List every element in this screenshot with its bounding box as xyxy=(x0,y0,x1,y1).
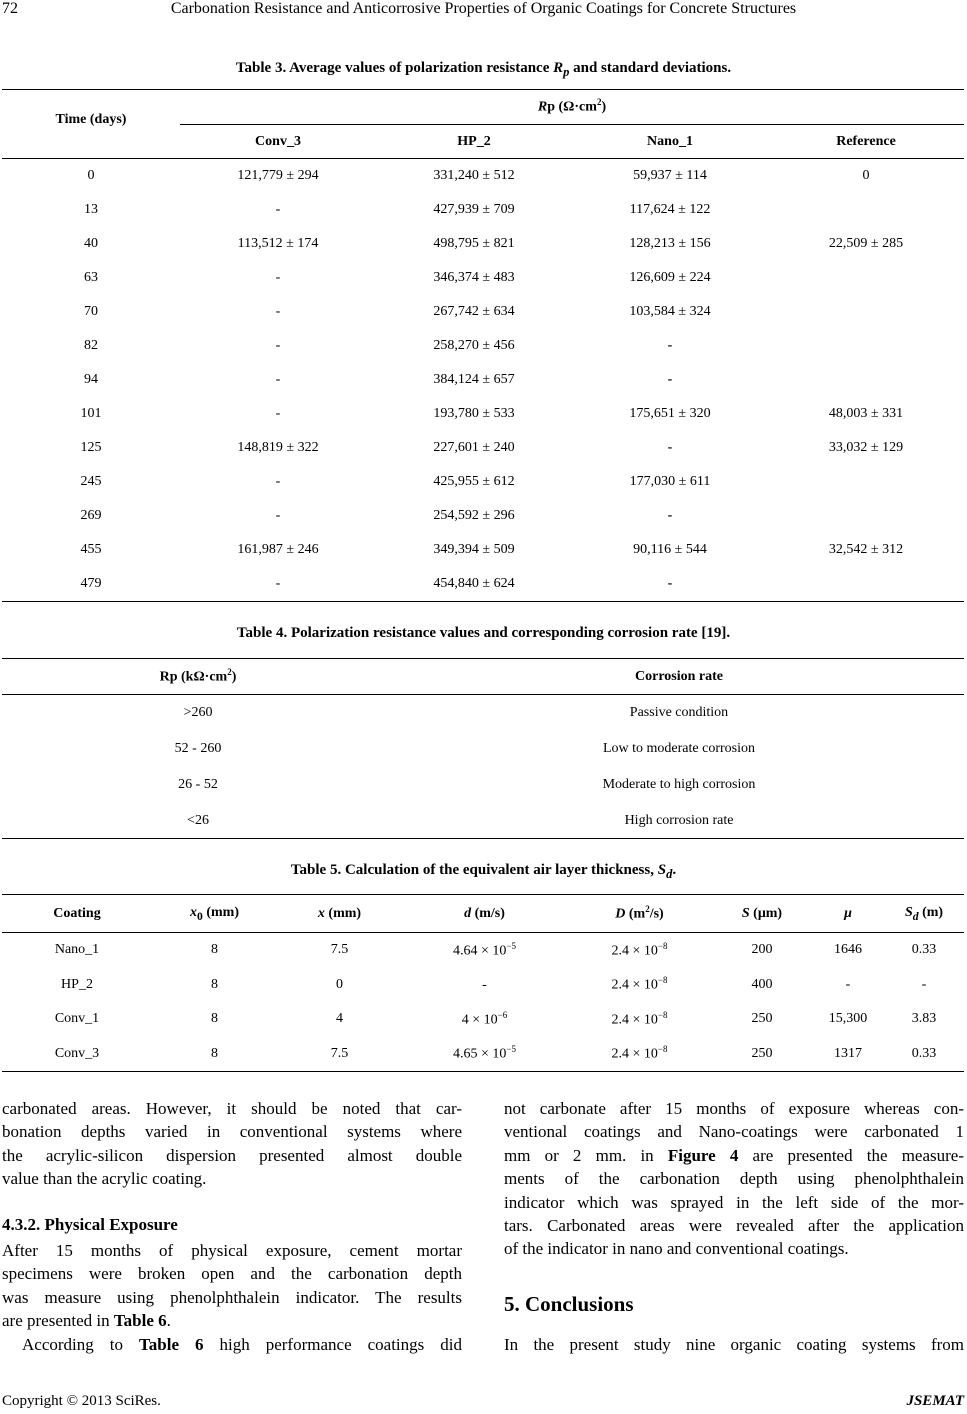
table-cell: 7.5 xyxy=(330,942,349,958)
table-row xyxy=(2,803,964,839)
table-cell: 33,032 ± 129 xyxy=(828,440,904,455)
table4-caption: Table 4. Polarization resistance values and corresponding corrosion rate [19]. xyxy=(236,625,731,641)
col-conv3: Conv_3 xyxy=(255,133,301,149)
table3-column-headers xyxy=(2,125,964,158)
table-cell: 26 - 52 xyxy=(178,777,218,792)
table-cell: - xyxy=(275,338,281,353)
table-row xyxy=(2,397,964,431)
table5-bottom-rule xyxy=(2,1071,964,1072)
table5-body xyxy=(2,933,964,1071)
table-cell: - xyxy=(275,372,281,387)
table-cell: 427,939 ± 709 xyxy=(433,202,515,217)
section-heading-4-3-2: 4.3.2. Physical Exposure xyxy=(2,1215,178,1234)
table3-top-rule xyxy=(2,89,964,90)
table-row xyxy=(2,431,964,465)
table-cell: Moderate to high corrosion xyxy=(602,777,756,792)
table-cell: 161,987 ± 246 xyxy=(237,542,319,557)
right-paragraph-2: In the present study nine organic coating systems from xyxy=(504,1335,964,1354)
table-cell: 32,542 ± 312 xyxy=(828,542,904,557)
table-row xyxy=(2,1002,964,1037)
table-cell: HP_2 xyxy=(61,976,93,992)
table-cell: 22,509 ± 285 xyxy=(828,236,904,251)
col-reference: Reference xyxy=(836,133,896,149)
table-cell: 8 xyxy=(211,1045,218,1061)
footer-copyright: Copyright © 2013 SciRes. xyxy=(2,1393,161,1409)
table-cell: - xyxy=(667,440,673,455)
table-cell: 0.33 xyxy=(911,1045,937,1061)
table-cell xyxy=(768,567,964,601)
t5-D-header: D $(m^2/s)$ xyxy=(615,904,664,922)
table-cell: 70 xyxy=(84,304,98,319)
table4-body xyxy=(2,695,964,839)
table-cell: Nano_1 xyxy=(54,942,100,958)
table-cell: - xyxy=(482,978,487,994)
table-cell: - xyxy=(275,270,281,285)
table-cell: 498,795 ± 821 xyxy=(433,236,515,251)
table-cell: - xyxy=(275,406,281,421)
table-cell: 59,937 ± 114 xyxy=(633,168,707,183)
table-cell xyxy=(768,193,964,227)
table-cell: 269 xyxy=(80,508,102,523)
table-cell: 148,819 ± 322 xyxy=(237,440,319,455)
table-cell: 113,512 ± 174 xyxy=(237,236,319,251)
table4-rp-header: Rp $(k\Omega\cdot cm^2)$ xyxy=(159,667,237,685)
t5-coating-header: Coating xyxy=(53,905,101,921)
table-cell xyxy=(768,363,964,397)
t5-mu-header: μ xyxy=(844,905,852,921)
table-cell: 117,624 ± 122 xyxy=(629,202,711,217)
table-cell: - xyxy=(667,508,673,523)
col-hp2: HP_2 xyxy=(457,133,491,149)
table-cell: 346,374 ± 483 xyxy=(433,270,515,285)
running-header xyxy=(0,0,967,26)
table-cell: 349,394 ± 509 xyxy=(433,542,515,557)
table-cell: 8 xyxy=(211,976,218,992)
t5-sd-header: $S_d$ (m) xyxy=(904,904,944,923)
t5-x0-header: $x_0$ (mm) xyxy=(190,904,239,923)
running-title: Carbonation Resistance and Anticorrosive Properties of Organic Coatings for Concrete Structures xyxy=(170,0,797,17)
table-cell: 479 xyxy=(80,576,102,591)
table-cell xyxy=(768,261,964,295)
table-cell: <26 xyxy=(187,813,209,828)
table-cell: 250 xyxy=(751,1045,773,1061)
table-cell: 250 xyxy=(751,1011,773,1027)
table-cell: 425,955 ± 612 xyxy=(433,474,515,489)
col-nano1: Nano_1 xyxy=(647,133,693,149)
table-cell: 200 xyxy=(751,942,773,958)
left-paragraph-1: carbonated areas. However, it should be noted that car- bonation depths varied in conventional systems where the acrylic-silicon dispersion presented almost double value than the acrylic coating. xyxy=(2,1099,462,1189)
table-cell: - xyxy=(667,576,673,591)
table-row xyxy=(2,295,964,329)
table-row xyxy=(2,933,964,968)
table-cell: 48,003 ± 331 xyxy=(828,406,904,421)
table-row xyxy=(2,767,964,803)
table-cell: 15,300 xyxy=(828,1011,868,1027)
table-cell: >260 xyxy=(183,705,213,720)
table-cell: 1646 xyxy=(834,942,862,958)
table-cell: 384,124 ± 657 xyxy=(433,372,515,387)
table-row xyxy=(2,159,964,193)
table-cell xyxy=(768,499,964,533)
table-cell: 245 xyxy=(80,474,102,489)
table-cell: 1317 xyxy=(834,1045,862,1061)
table-cell: 0 xyxy=(336,976,343,992)
table4-bottom-rule xyxy=(2,838,964,839)
table-row xyxy=(2,567,964,601)
table-cell: 126,609 ± 224 xyxy=(629,270,711,285)
table-cell xyxy=(768,465,964,499)
table-cell: 8 xyxy=(211,942,218,958)
table-cell: 101 xyxy=(80,406,102,421)
table-cell: $4.64 \times 10^{-5}$ xyxy=(453,940,516,959)
table-row xyxy=(2,261,964,295)
table-cell: - xyxy=(275,202,281,217)
table-cell: 0.33 xyxy=(911,942,937,958)
table-cell: 52 - 260 xyxy=(174,741,222,756)
table-cell: 454,840 ± 624 xyxy=(433,576,515,591)
table3-body xyxy=(2,159,964,601)
table-cell: Conv_1 xyxy=(54,1011,100,1027)
table5-header xyxy=(2,895,964,932)
table-row xyxy=(2,465,964,499)
page-number: 72 xyxy=(2,0,18,17)
table5-caption: Table 5. Calculation of the equivalent air layer thickness, $S_d$. xyxy=(290,862,677,881)
table-cell: 0 xyxy=(87,168,95,183)
left-paragraph-2: After 15 months of physical exposure, cement mortar specimens were broken open and the carbonation depth was measure using phenolphthalein indicator. The results are presented in Table 6. xyxy=(2,1241,462,1331)
table-cell: 7.5 xyxy=(330,1045,349,1061)
table-cell: 103,584 ± 324 xyxy=(629,304,711,319)
table-row xyxy=(2,731,964,767)
table-cell: $2.4 \times 10^{-8}$ xyxy=(611,1009,668,1028)
table-cell: 0 xyxy=(862,168,870,183)
t5-d-header: d (m/s) xyxy=(464,905,505,921)
table3-rp-header: Rp $(\Omega\cdot cm^2)$ xyxy=(537,97,607,115)
table-cell: 258,270 ± 456 xyxy=(433,338,515,353)
footer-journal: JSEMAT xyxy=(906,1393,964,1409)
table-cell: 94 xyxy=(84,372,98,387)
table-cell: 267,742 ± 634 xyxy=(433,304,515,319)
table-cell: 254,592 ± 296 xyxy=(433,508,515,523)
table-cell: 3.83 xyxy=(911,1011,937,1027)
table-cell: - xyxy=(921,976,927,992)
table-row xyxy=(2,193,964,227)
table-cell: 125 xyxy=(80,440,102,455)
table-cell xyxy=(768,295,964,329)
table-cell: 40 xyxy=(84,236,98,251)
table-cell: $4.65 \times 10^{-5}$ xyxy=(453,1044,516,1063)
table-cell: $2.4 \times 10^{-8}$ xyxy=(611,975,668,994)
left-paragraph-3: According to Table 6 high performance coatings did xyxy=(22,1335,462,1354)
table3-time-header: Time (days) xyxy=(55,112,127,127)
table-cell xyxy=(768,329,964,363)
table-cell: $4 \times 10^{-6}$ xyxy=(461,1009,508,1028)
table-cell: 193,780 ± 533 xyxy=(433,406,515,421)
table4-header xyxy=(2,659,964,694)
table-cell: 90,116 ± 544 xyxy=(633,542,707,557)
table-row xyxy=(2,1037,964,1072)
table3-bottom-rule xyxy=(2,601,964,602)
table-row xyxy=(2,363,964,397)
table-cell: 13 xyxy=(84,202,98,217)
table-cell: 128,213 ± 156 xyxy=(629,236,711,251)
table-cell: 400 xyxy=(751,976,773,992)
table-row xyxy=(2,533,964,567)
table-cell: 8 xyxy=(211,1011,218,1027)
table-cell: 175,651 ± 320 xyxy=(629,406,711,421)
t5-x-header: x (mm) xyxy=(317,905,362,921)
table-cell: - xyxy=(275,474,281,489)
table-cell: 227,601 ± 240 xyxy=(433,440,515,455)
table-cell: - xyxy=(275,576,281,591)
table-cell: 455 xyxy=(80,542,102,557)
table-cell: 121,779 ± 294 xyxy=(237,168,319,183)
table-cell: - xyxy=(667,372,673,387)
table-cell: Low to moderate corrosion xyxy=(602,741,755,756)
table-cell: High corrosion rate xyxy=(624,813,734,828)
table-cell: 63 xyxy=(84,270,98,285)
table-cell: - xyxy=(275,508,281,523)
table-cell: $2.4 \times 10^{-8}$ xyxy=(611,940,668,959)
table-cell: - xyxy=(275,304,281,319)
table-row xyxy=(2,329,964,363)
table-row xyxy=(2,227,964,261)
table-cell: Passive condition xyxy=(629,705,729,720)
right-paragraph-1: not carbonate after 15 months of exposure whereas con- ventional coatings and Nano-coatings were carbonated 1 mm or 2 mm. in Figure 4 are presented the measure- ments of the carbonation depth using phenolphthalein indicator which was sprayed in the left side of the mor- tars. Carbonated areas were revealed after the application of the indicator in nano and conventional coatings. xyxy=(504,1099,964,1259)
table-cell: Conv_3 xyxy=(54,1045,100,1061)
table-cell: 4 xyxy=(336,1011,343,1027)
table4-rate-header: Corrosion rate xyxy=(635,668,723,684)
table-cell: 177,030 ± 611 xyxy=(629,474,711,489)
table3-caption: Table 3. Average values of polarization resistance $R_p$ and standard deviations. xyxy=(235,60,732,79)
t5-S-header: S (μm) xyxy=(741,905,783,921)
table-cell: 82 xyxy=(84,338,98,353)
section-heading-5: 5. Conclusions xyxy=(504,1292,634,1316)
table-cell: - xyxy=(667,338,673,353)
table-cell: - xyxy=(845,976,851,992)
table-cell: $2.4 \times 10^{-8}$ xyxy=(611,1044,668,1063)
table-row xyxy=(2,499,964,533)
table-row xyxy=(2,695,964,731)
table-row xyxy=(2,968,964,1003)
table-cell: 331,240 ± 512 xyxy=(433,168,515,183)
